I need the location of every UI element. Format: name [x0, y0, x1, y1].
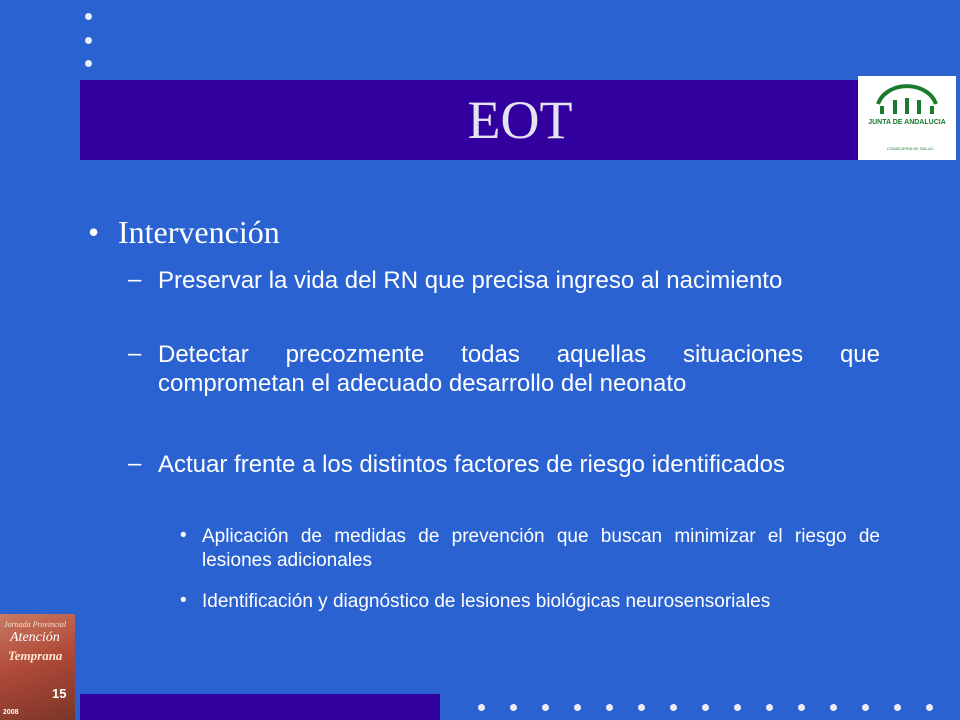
subitem-bullet: • [180, 525, 187, 546]
poster-number: 15 [52, 686, 67, 701]
item-dash: – [128, 340, 142, 367]
junta-andalucia-logo [858, 76, 956, 160]
list-item: Actuar frente a los distintos factores de riesgo identificados [158, 451, 785, 478]
decor-dot [638, 704, 645, 711]
heading-bullet: • [88, 214, 100, 250]
sublist-item: Aplicación de medidas de prevención que buscan minimizar el riesgo de lesiones adicionales [202, 526, 880, 571]
bottom-band [80, 694, 440, 720]
event-poster-image [0, 614, 75, 720]
decor-dot [85, 37, 92, 44]
decor-dot [478, 704, 485, 711]
decor-dot [85, 60, 92, 67]
logo-emblem-icon [858, 76, 956, 160]
item-dash: – [128, 266, 142, 293]
decor-dot [510, 704, 517, 711]
decor-dot [85, 13, 92, 20]
sublist-item: Identificación y diagnóstico de lesiones biológicas neurosensoriales [202, 591, 771, 612]
list-item: Preservar la vida del RN que precisa ingreso al nacimiento [158, 267, 783, 294]
slide-title: EOT [467, 90, 573, 150]
decor-dot [926, 704, 933, 711]
poster-line3: Temprana [8, 648, 63, 663]
decor-dot [734, 704, 741, 711]
decor-dot [574, 704, 581, 711]
item-dash: – [128, 450, 142, 477]
logo-subtitle: CONSEJERÍA DE SALUD [886, 146, 934, 151]
decor-dot [542, 704, 549, 711]
decor-dot [702, 704, 709, 711]
decor-dot [766, 704, 773, 711]
logo-name: JUNTA DE ANDALUCIA [868, 119, 946, 126]
decor-dot [894, 704, 901, 711]
decor-dot [670, 704, 677, 711]
list-item: Detectar precozmente todas aquellas situaciones que comprometan el adecuado desarrollo del neonato [158, 341, 880, 397]
decor-dot [862, 704, 869, 711]
poster-year: 2008 [3, 709, 19, 716]
subitem-bullet: • [180, 590, 187, 611]
decor-dot [830, 704, 837, 711]
decor-dot [798, 704, 805, 711]
heading-text: Intervención [118, 214, 280, 250]
poster-line2: Atención [10, 630, 60, 645]
decor-dot [606, 704, 613, 711]
poster-line1: Jornada Provincial [4, 620, 67, 629]
